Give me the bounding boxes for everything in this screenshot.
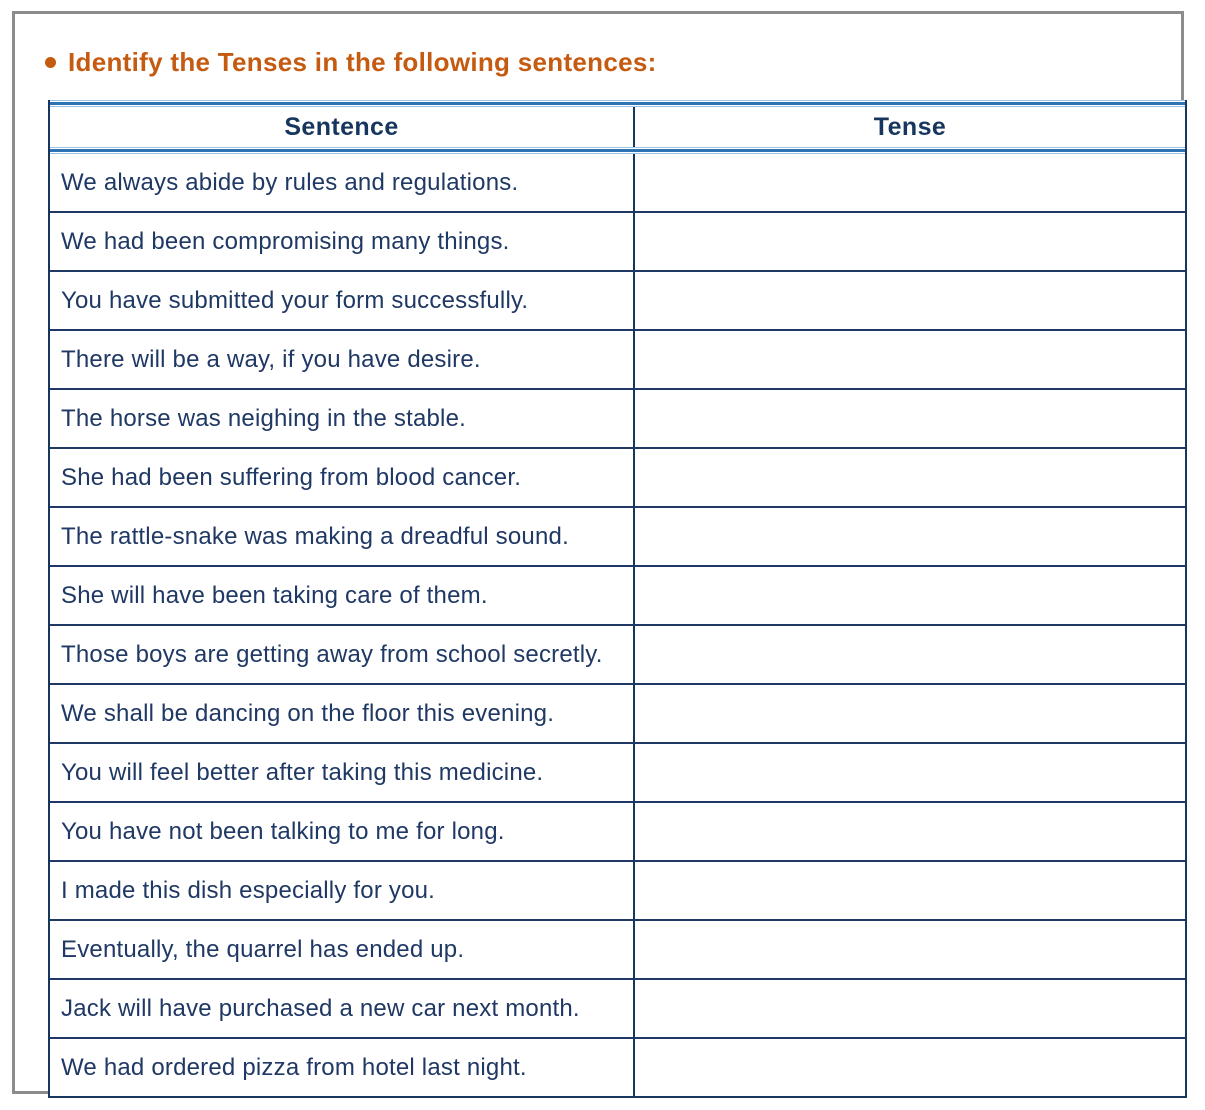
sentence-cell: You will feel better after taking this medicine. xyxy=(50,744,635,801)
table-row xyxy=(50,154,1185,211)
table-row xyxy=(50,978,1185,1037)
table-top-border xyxy=(50,100,1185,107)
sentence-cell: I made this dish especially for you. xyxy=(50,862,635,919)
tense-answer-cell[interactable] xyxy=(635,390,1185,447)
table-body xyxy=(50,154,1185,1096)
tense-answer-cell[interactable] xyxy=(635,921,1185,978)
table-row xyxy=(50,270,1185,329)
table-row xyxy=(50,742,1185,801)
tense-answer-cell[interactable] xyxy=(635,567,1185,624)
table-row xyxy=(50,919,1185,978)
tense-answer-cell[interactable] xyxy=(635,685,1185,742)
tense-answer-cell[interactable] xyxy=(635,803,1185,860)
tense-answer-cell[interactable] xyxy=(635,272,1185,329)
sentence-cell: You have not been talking to me for long. xyxy=(50,803,635,860)
table-row xyxy=(50,1037,1185,1096)
sentence-cell: There will be a way, if you have desire. xyxy=(50,331,635,388)
table-row xyxy=(50,565,1185,624)
sentence-cell: Jack will have purchased a new car next month. xyxy=(50,980,635,1037)
table-row xyxy=(50,860,1185,919)
sentence-cell: She had been suffering from blood cancer. xyxy=(50,449,635,506)
tense-answer-cell[interactable] xyxy=(635,154,1185,211)
tense-answer-cell[interactable] xyxy=(635,508,1185,565)
column-header-sentence: Sentence xyxy=(50,107,635,147)
worksheet-title-text: Identify the Tenses in the following sentences: xyxy=(68,47,657,77)
table-header-row xyxy=(50,107,1185,147)
sentence-cell: She will have been taking care of them. xyxy=(50,567,635,624)
tense-answer-cell[interactable] xyxy=(635,1039,1185,1096)
sentence-cell: Eventually, the quarrel has ended up. xyxy=(50,921,635,978)
sentence-cell: The rattle-snake was making a dreadful sound. xyxy=(50,508,635,565)
table-row xyxy=(50,683,1185,742)
sentence-cell: We had been compromising many things. xyxy=(50,213,635,270)
sentence-cell: You have submitted your form successfully. xyxy=(50,272,635,329)
tense-answer-cell[interactable] xyxy=(635,213,1185,270)
header-bottom-border xyxy=(50,147,1185,154)
table-row xyxy=(50,329,1185,388)
bullet-icon xyxy=(45,57,56,68)
tense-answer-cell[interactable] xyxy=(635,626,1185,683)
tense-answer-cell[interactable] xyxy=(635,862,1185,919)
sentence-cell: Those boys are getting away from school secretly. xyxy=(50,626,635,683)
column-header-tense: Tense xyxy=(873,112,947,141)
table-row xyxy=(50,211,1185,270)
table-row xyxy=(50,624,1185,683)
tenses-table xyxy=(48,100,1187,1098)
worksheet-title xyxy=(45,47,657,78)
table-row xyxy=(50,388,1185,447)
table-row xyxy=(50,506,1185,565)
tense-answer-cell[interactable] xyxy=(635,449,1185,506)
sentence-cell: We always abide by rules and regulations. xyxy=(50,154,635,211)
sentence-cell: We had ordered pizza from hotel last night. xyxy=(50,1039,635,1096)
table-row xyxy=(50,801,1185,860)
tense-answer-cell[interactable] xyxy=(635,980,1185,1037)
tense-answer-cell[interactable] xyxy=(635,744,1185,801)
tense-answer-cell[interactable] xyxy=(635,331,1185,388)
sentence-cell: We shall be dancing on the floor this evening. xyxy=(50,685,635,742)
table-row xyxy=(50,447,1185,506)
page-border-frame xyxy=(12,11,1184,1094)
sentence-cell: The horse was neighing in the stable. xyxy=(50,390,635,447)
